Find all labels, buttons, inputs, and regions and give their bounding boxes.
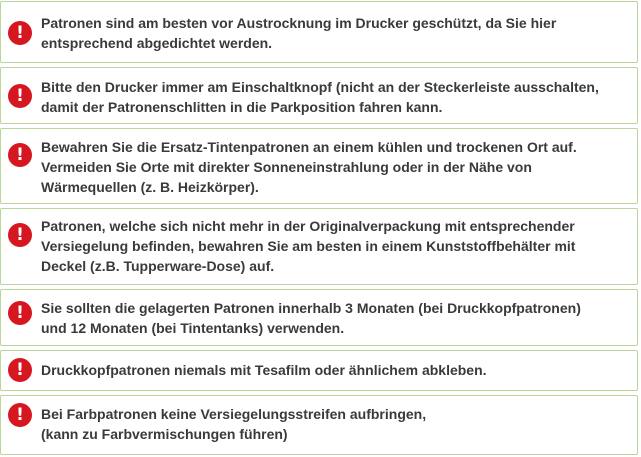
tip-text: Patronen sind am besten vor Austrocknung im Drucker geschützt, da Sie hier entsprechend abgedichtet werden. [41,15,557,51]
tip-item [0,289,638,346]
tip-item [0,208,638,285]
tip-item [0,350,638,391]
exclamation-icon: ! [8,403,32,427]
exclamation-icon: ! [8,358,32,382]
tip-text: Sie sollten die gelagerten Patronen innerhalb 3 Monaten (bei Druckkopfpatronen) und 12 Monaten (bei Tintentanks) verwenden. [41,300,581,336]
exclamation-icon: ! [8,301,32,325]
tip-text: Bitte den Drucker immer am Einschaltknopf (nicht an der Steckerleiste ausschalten, damit der Patronenschlitten in die Parkposition fahren kann. [41,79,599,115]
tip-text: Bei Farbpatronen keine Versiegelungsstreifen aufbringen, (kann zu Farbvermischungen führen) [41,406,427,442]
tip-item [0,128,638,204]
exclamation-icon: ! [8,143,32,167]
exclamation-icon: ! [8,21,32,45]
tip-item [0,1,638,63]
tip-text: Druckkopfpatronen niemals mit Tesafilm oder ähnlichem abkleben. [41,362,487,378]
exclamation-icon: ! [8,223,32,247]
exclamation-icon: ! [8,84,32,108]
tip-text: Patronen, welche sich nicht mehr in der Originalverpackung mit entsprechender Versiegelung befinden, bewahren Sie am besten in einem Kunststoffbehälter mit Deckel (z.B. Tupperware-Dose) auf. [41,218,576,274]
tip-item [0,67,638,124]
tip-text: Bewahren Sie die Ersatz-Tintenpatronen an einem kühlen und trockenen Ort auf. Vermeiden Sie Orte mit direkter Sonneneinstrahlung oder in der Nähe von Wärmequellen (z. B. Heizkörper). [41,139,577,195]
tip-item [0,395,638,455]
